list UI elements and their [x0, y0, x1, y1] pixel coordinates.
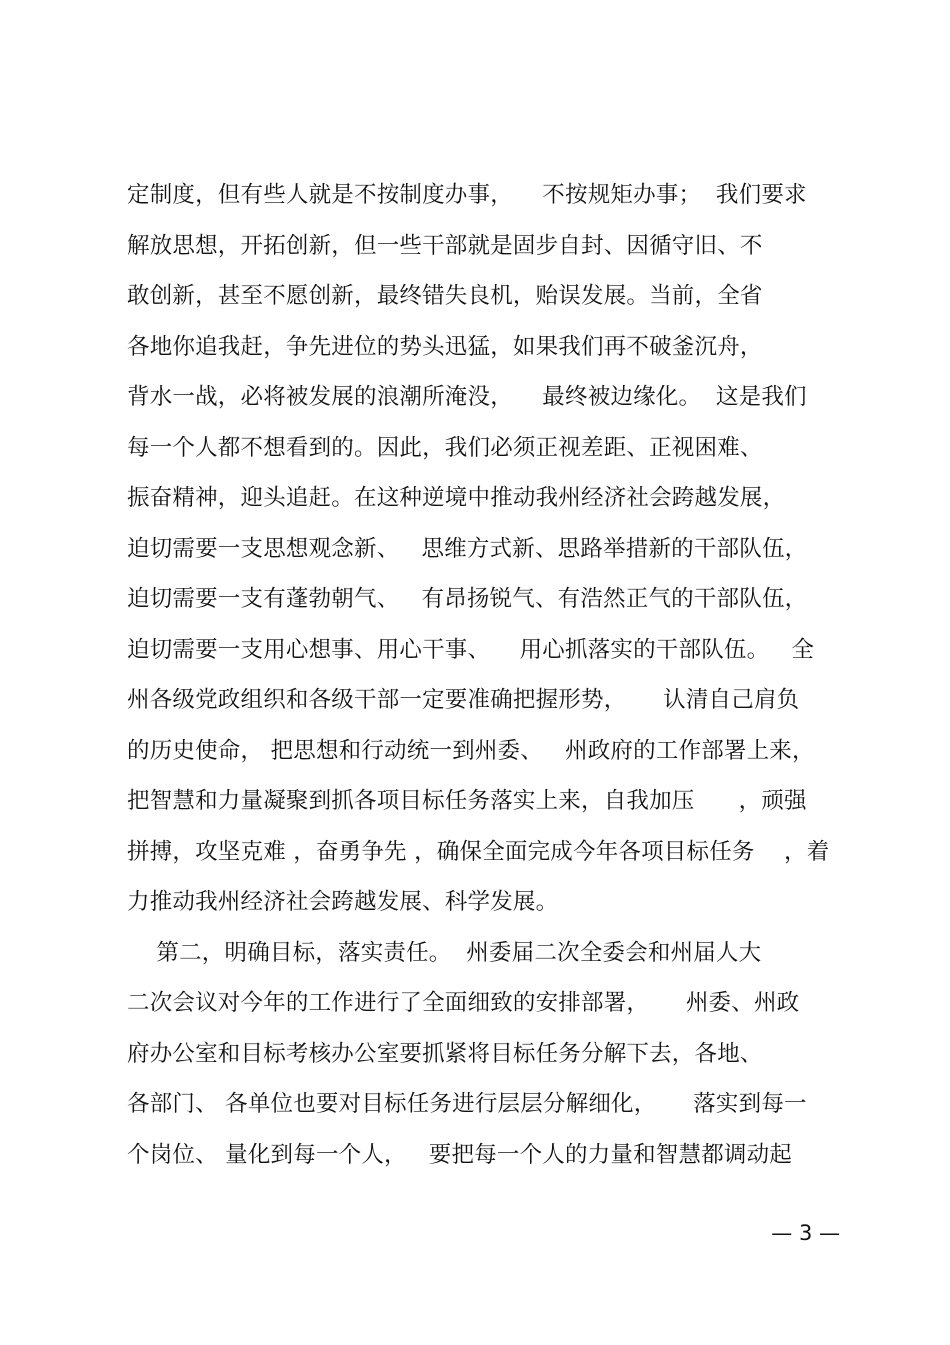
text-line: 第二，明确目标，落实责任。 州委届二次全委会和州届人大 [127, 939, 762, 966]
text-line: 振奋精神，迎头追赶。在这种逆境中推动我州经济社会跨越发展， [127, 485, 786, 511]
text-line: 各地你追我赶，争先进位的势头迅猛，如果我们再不破釜沉舟， [127, 333, 763, 360]
text-line: 背水一战，必将被发展的浪潮所淹没， 最终被边缘化。 这是我们 [127, 384, 807, 410]
text-line: 各部门、 各单位也要对目标任务进行层层分解细化， 落实到每一 [127, 1091, 807, 1117]
text-line: 敢创新，甚至不愿创新，最终错失良机，贻误发展。当前，全省 [127, 283, 763, 309]
text-line: 解放思想，开拓创新，但一些干部就是固步自封、因循守旧、不 [127, 232, 763, 259]
text-line: 每一个人都不想看到的。因此，我们必须正视差距、正视困难、 [127, 434, 763, 461]
text-line: 定制度，但有些人就是不按制度办事， 不按规矩办事； 我们要求 [127, 182, 807, 208]
text-line: 迫切需要一支思想观念新、 思维方式新、思路举措新的干部队伍， [127, 535, 808, 562]
text-line: 州各级党政组织和各级干部一定要准确把握形势， 认清自己肩负 [127, 687, 800, 713]
text-line: 个岗位、 量化到每一个人， 要把每一个人的力量和智慧都调动起 [127, 1141, 793, 1168]
text-line: 二次会议对今年的工作进行了全面细致的安排部署， 州委、州政 [127, 990, 800, 1016]
text-line: 拼搏，攻坚克难 ，奋勇争先 ，确保全面完成今年各项目标任务 ，着 [127, 838, 830, 865]
text-line: 力推动我州经济社会跨越发展、科学发展。 [127, 889, 559, 915]
body-text [127, 175, 837, 1185]
text-line: 迫切需要一支用心想事、用心干事、 用心抓落实的干部队伍。 全 [127, 636, 815, 663]
text-line: 府办公室和目标考核办公室要抓紧将目标任务分解下去，各地、 [127, 1040, 763, 1067]
text-line: 迫切需要一支有蓬勃朝气、 有昂扬锐气、有浩然正气的干部队伍， [127, 586, 808, 612]
text-line: 的历史使命， 把思想和行动统一到州委、 州政府的工作部署上来， [127, 737, 815, 764]
text-line: 把智慧和力量凝聚到抓各项目标任务落实上来，自我加压 ，顽强 [127, 788, 807, 814]
page-number: — 3 — [771, 1221, 840, 1245]
